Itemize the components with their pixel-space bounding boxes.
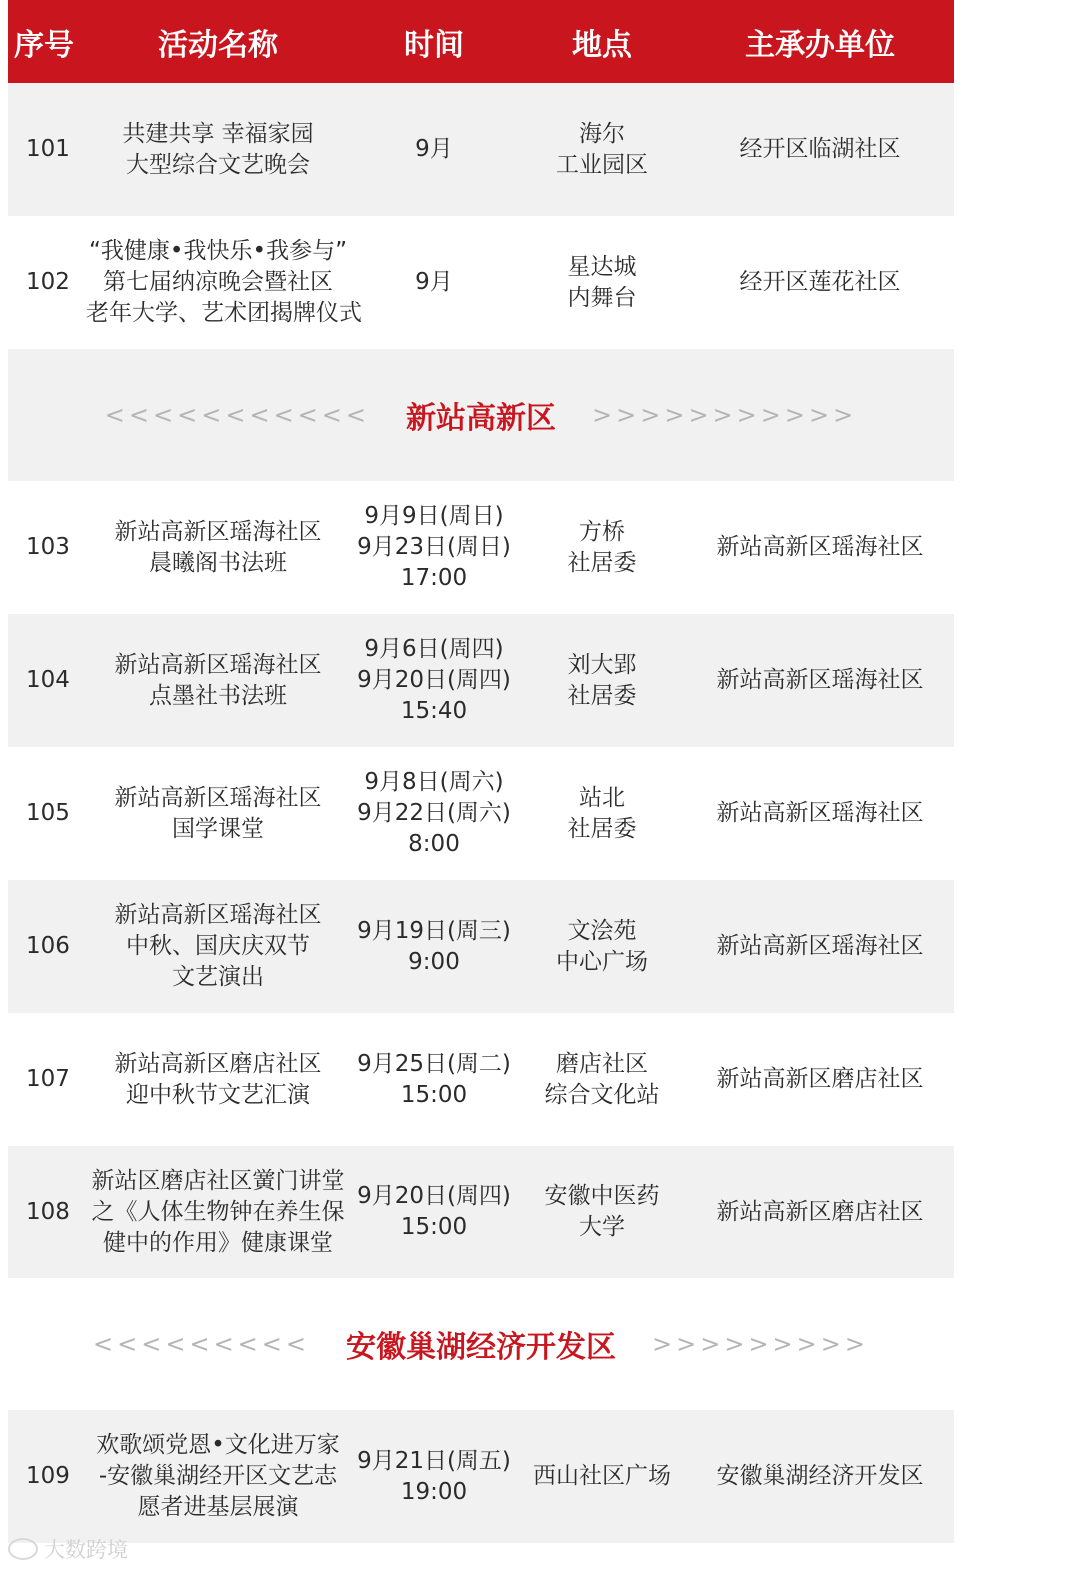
activity-time bbox=[350, 1049, 518, 1111]
header-name: 活动名称 bbox=[158, 27, 278, 63]
activity-name bbox=[86, 119, 350, 181]
activity-place-line: 西山社区广场 bbox=[533, 1463, 671, 1489]
activity-time-line: 9月25日(周二) bbox=[357, 1050, 511, 1077]
row-number: 109 bbox=[26, 1463, 70, 1489]
watermark-logo-icon bbox=[8, 1538, 38, 1560]
activity-time-line: 15:00 bbox=[400, 1081, 468, 1108]
activity-time-line: 9月 bbox=[415, 269, 453, 295]
table-row bbox=[8, 83, 954, 216]
section-xinzhan bbox=[8, 349, 954, 481]
section-chaohu bbox=[8, 1278, 954, 1410]
activity-time bbox=[350, 267, 518, 298]
table-row bbox=[8, 481, 954, 614]
activity-name-line: 新站高新区瑶海社区 bbox=[114, 518, 322, 545]
activity-time-line: 9月19日(周三) bbox=[357, 917, 511, 944]
watermark-text: 大数跨境 bbox=[44, 1538, 128, 1562]
table-row bbox=[8, 1013, 954, 1146]
group-chaohu bbox=[8, 1410, 954, 1543]
activity-name-line: 新站高新区磨店社区 bbox=[114, 1050, 322, 1077]
activity-place bbox=[518, 1049, 686, 1111]
table-row bbox=[8, 747, 954, 880]
watermark bbox=[8, 1534, 128, 1564]
activity-place bbox=[518, 1181, 686, 1243]
activity-time-line: 8:00 bbox=[408, 831, 460, 857]
activity-name-line: “我健康•我快乐•我参与” bbox=[89, 238, 347, 264]
activity-name bbox=[86, 783, 350, 845]
table-row bbox=[8, 1410, 954, 1543]
row-number: 108 bbox=[26, 1198, 70, 1225]
activity-place-line: 社居委 bbox=[567, 549, 637, 576]
activity-name-line: 之《人体生物钟在养生保 bbox=[91, 1198, 345, 1225]
header-host: 主承办单位 bbox=[745, 27, 895, 63]
activity-name-line: 点墨社书法班 bbox=[149, 682, 287, 709]
section-title: 安徽巢湖经济开发区 bbox=[346, 1330, 616, 1365]
row-number: 101 bbox=[26, 136, 70, 162]
activity-time-line: 9月20日(周四) bbox=[357, 1183, 511, 1209]
activity-host: 经开区临湖社区 bbox=[739, 136, 901, 162]
activity-name-line: 共建共享 幸福家园 bbox=[122, 120, 314, 147]
activity-place-line: 安徽中医药 bbox=[544, 1183, 660, 1209]
activity-time-line: 9月20日(周四) bbox=[357, 667, 511, 693]
activity-time-line: 9月8日(周六) bbox=[364, 769, 504, 795]
activity-host: 新站高新区瑶海社区 bbox=[716, 800, 924, 826]
activity-name-line: 中秋、国庆庆双节 bbox=[126, 933, 310, 959]
activity-time-line: 9月22日(周六) bbox=[357, 800, 511, 826]
activity-time-line: 9月9日(周日) bbox=[364, 503, 504, 529]
activity-place bbox=[518, 650, 686, 712]
activity-host: 新站高新区磨店社区 bbox=[716, 1198, 924, 1225]
activity-name-line: 愿者进基层展演 bbox=[137, 1494, 299, 1520]
activity-place-line: 工业园区 bbox=[556, 151, 648, 178]
row-number: 105 bbox=[26, 800, 70, 826]
row-number: 102 bbox=[26, 269, 70, 295]
activity-place-line: 刘大郢 bbox=[567, 651, 637, 678]
right-arrows: >>>>>>>>> bbox=[652, 1330, 869, 1358]
activity-name-line: 新站区磨店社区黉门讲堂 bbox=[91, 1167, 345, 1194]
activity-time bbox=[350, 501, 518, 594]
activity-place-line: 大学 bbox=[579, 1214, 625, 1240]
activity-time-line: 15:40 bbox=[400, 698, 468, 724]
row-number: 103 bbox=[26, 534, 70, 560]
activity-time-line: 9:00 bbox=[408, 948, 460, 975]
header-place: 地点 bbox=[572, 27, 632, 63]
activity-name-line: 第七届纳凉晚会暨社区 bbox=[103, 269, 333, 295]
activity-place bbox=[518, 517, 686, 579]
activity-name bbox=[86, 236, 362, 329]
activity-time-line: 9月23日(周日) bbox=[357, 534, 511, 560]
activity-host: 安徽巢湖经济开发区 bbox=[716, 1463, 924, 1489]
activity-place-line: 综合文化站 bbox=[544, 1081, 660, 1108]
activity-place bbox=[518, 783, 686, 845]
activity-place-line: 社居委 bbox=[567, 815, 637, 842]
activity-name-line: 迎中秋节文艺汇演 bbox=[126, 1081, 310, 1108]
activity-place-line: 海尔 bbox=[579, 120, 625, 147]
activity-name-line: 国学课堂 bbox=[172, 815, 264, 842]
activity-place-line: 方桥 bbox=[579, 518, 625, 545]
left-arrows: <<<<<<<<< bbox=[93, 1330, 310, 1358]
right-arrows: >>>>>>>>>>> bbox=[592, 401, 858, 429]
activity-name bbox=[86, 517, 350, 579]
table-row bbox=[8, 880, 954, 1013]
activity-name-line: 新站高新区瑶海社区 bbox=[114, 651, 322, 678]
activity-place-line: 站北 bbox=[579, 784, 625, 811]
activity-name-line: 文艺演出 bbox=[172, 964, 264, 990]
header-time: 时间 bbox=[404, 27, 464, 63]
activity-place-line: 文浍苑 bbox=[567, 917, 637, 944]
activity-time-line: 19:00 bbox=[400, 1478, 468, 1505]
table-header bbox=[8, 0, 954, 83]
activity-host: 新站高新区磨店社区 bbox=[716, 1066, 924, 1092]
activity-place-line: 磨店社区 bbox=[556, 1050, 648, 1077]
table-row bbox=[8, 216, 954, 349]
activity-place bbox=[518, 252, 686, 314]
group-xinzhan bbox=[8, 481, 954, 1278]
activity-name-line: 老年大学、艺术团揭牌仪式 bbox=[86, 300, 362, 326]
activity-name-line: 新站高新区瑶海社区 bbox=[114, 784, 322, 811]
activity-host: 经开区莲花社区 bbox=[739, 269, 901, 295]
activity-host: 新站高新区瑶海社区 bbox=[716, 667, 924, 693]
row-number: 106 bbox=[26, 933, 70, 959]
activity-time bbox=[350, 134, 518, 165]
activity-name-line: 晨曦阁书法班 bbox=[149, 549, 287, 576]
left-arrows: <<<<<<<<<<< bbox=[104, 401, 370, 429]
activity-place-line: 社居委 bbox=[567, 682, 637, 709]
activity-time bbox=[350, 1181, 518, 1243]
activity-time bbox=[350, 634, 518, 727]
activity-place bbox=[518, 1461, 686, 1492]
activity-time bbox=[350, 1446, 518, 1508]
activity-time-line: 15:00 bbox=[400, 1214, 468, 1240]
activity-name-line: 健中的作用》健康课堂 bbox=[103, 1229, 333, 1256]
activity-name bbox=[86, 1430, 350, 1523]
activity-time-line: 9月 bbox=[415, 136, 453, 162]
header-no: 序号 bbox=[14, 27, 74, 63]
activity-time-line: 9月21日(周五) bbox=[357, 1447, 511, 1474]
activity-name-line: 大型综合文艺晚会 bbox=[126, 151, 310, 178]
group-jingkai bbox=[8, 83, 954, 349]
activity-name bbox=[86, 1049, 350, 1111]
activity-name-line: 欢歌颂党恩•文化进万家 bbox=[96, 1432, 340, 1458]
activity-time-line: 17:00 bbox=[400, 565, 468, 591]
table-row bbox=[8, 1146, 954, 1278]
activity-place-line: 中心广场 bbox=[556, 948, 648, 975]
activity-time bbox=[350, 767, 518, 860]
activity-place bbox=[518, 119, 686, 181]
activity-name bbox=[86, 650, 350, 712]
activity-place-line: 内舞台 bbox=[567, 284, 637, 311]
activity-host: 新站高新区瑶海社区 bbox=[716, 933, 924, 959]
activity-table bbox=[8, 0, 954, 1543]
row-number: 107 bbox=[26, 1066, 70, 1092]
section-title: 新站高新区 bbox=[406, 401, 556, 436]
activity-place-line: 星达城 bbox=[567, 253, 637, 280]
activity-name-line: 新站高新区瑶海社区 bbox=[114, 902, 322, 928]
activity-time bbox=[350, 916, 518, 978]
table-row bbox=[8, 614, 954, 747]
row-number: 104 bbox=[26, 667, 70, 693]
activity-host: 新站高新区瑶海社区 bbox=[716, 534, 924, 560]
activity-name bbox=[86, 1166, 350, 1259]
activity-place bbox=[518, 916, 686, 978]
activity-name bbox=[86, 900, 350, 993]
activity-time-line: 9月6日(周四) bbox=[364, 636, 504, 662]
activity-name-line: -安徽巢湖经开区文艺志 bbox=[98, 1463, 338, 1489]
